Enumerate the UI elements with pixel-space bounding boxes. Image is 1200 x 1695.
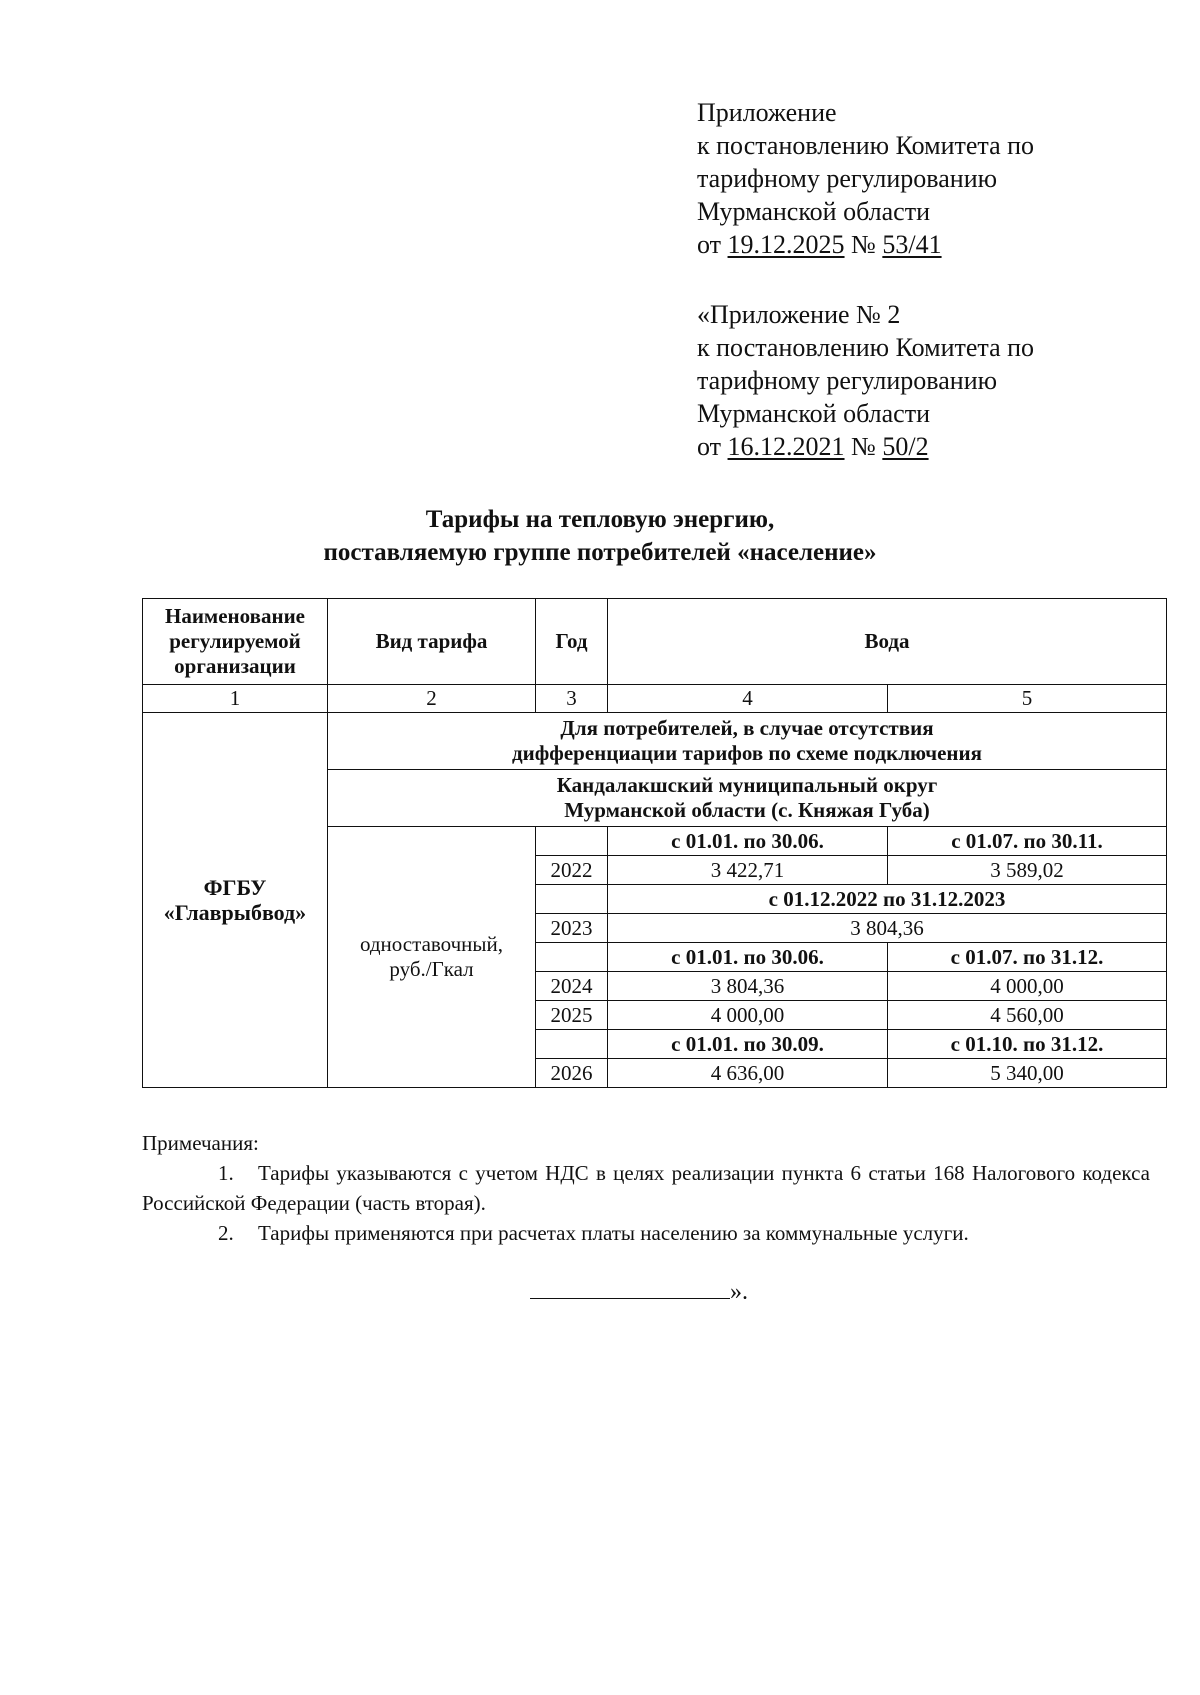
header-water: Вода	[608, 599, 1167, 685]
period-cell: с 01.12.2022 по 31.12.2023	[608, 885, 1167, 914]
year-cell: 2023	[536, 914, 608, 943]
organization-cell	[143, 713, 328, 1088]
year-cell	[536, 1030, 608, 1059]
signature-line	[530, 1278, 730, 1299]
closing-mark	[530, 1278, 748, 1306]
tariff-value: 5 340,00	[888, 1059, 1167, 1088]
number-prefix: №	[844, 432, 883, 461]
year-cell: 2022	[536, 856, 608, 885]
number-prefix: №	[844, 230, 883, 259]
appendix-line: тарифному регулированию	[697, 164, 998, 193]
year-cell: 2024	[536, 972, 608, 1001]
organization-name: «Главрыбвод»	[163, 900, 307, 925]
note-item	[142, 1218, 1150, 1248]
tariff-value: 3 804,36	[608, 914, 1167, 943]
appendix-line: тарифному регулированию	[697, 366, 998, 395]
table-header-row	[143, 599, 1167, 685]
tariff-value: 3 804,36	[608, 972, 888, 1001]
territory: Кандалакшский муниципальный округ Мурманской области (с. Княжая Губа)	[328, 770, 1167, 827]
tariff-value: 3 589,02	[888, 856, 1167, 885]
column-number: 2	[328, 685, 536, 713]
year-cell	[536, 943, 608, 972]
appendix-header	[697, 96, 1034, 261]
year-cell	[536, 827, 608, 856]
date-prefix: от	[697, 432, 728, 461]
tariff-value: 4 000,00	[888, 972, 1167, 1001]
year-cell: 2025	[536, 1001, 608, 1030]
tariff-value: 4 560,00	[888, 1001, 1167, 1030]
column-number: 3	[536, 685, 608, 713]
period-cell: с 01.01. по 30.09.	[608, 1030, 888, 1059]
tariff-table	[142, 598, 1167, 1088]
tariff-value: 4 636,00	[608, 1059, 888, 1088]
resolution-date: 16.12.2021	[727, 432, 845, 461]
notes-section	[142, 1128, 1150, 1248]
header-organization: Наименование регулируемой организации	[143, 599, 328, 685]
tariff-value: 3 422,71	[608, 856, 888, 885]
appendix-line: к постановлению Комитета по	[697, 131, 1035, 160]
column-number: 1	[143, 685, 328, 713]
appendix-line: к постановлению Комитета по	[697, 333, 1035, 362]
note-item	[142, 1158, 1150, 1218]
date-prefix: от	[697, 230, 728, 259]
title-line: Тарифы на тепловую энергию,	[425, 506, 775, 533]
period-cell: с 01.07. по 31.12.	[888, 943, 1167, 972]
appendix-title: Приложение	[697, 98, 837, 127]
column-number: 4	[608, 685, 888, 713]
year-cell	[536, 885, 608, 914]
tariff-type-cell: одноставочный, руб./Гкал	[328, 827, 536, 1088]
appendix-date-line	[697, 430, 1034, 463]
tariff-value: 4 000,00	[608, 1001, 888, 1030]
header-year: Год	[536, 599, 608, 685]
note-number: 1.	[218, 1161, 234, 1185]
resolution-number: 53/41	[882, 230, 942, 259]
organization-name: ФГБУ	[203, 875, 267, 900]
appendix-line: Мурманской области	[697, 399, 930, 428]
section-row	[143, 713, 1167, 770]
column-number: 5	[888, 685, 1167, 713]
period-cell: с 01.01. по 30.06.	[608, 827, 888, 856]
period-cell: с 01.01. по 30.06.	[608, 943, 888, 972]
closing-quote: ».	[730, 1279, 748, 1305]
resolution-date: 19.12.2025	[727, 230, 845, 259]
referenced-appendix-header	[697, 298, 1034, 463]
header-tariff-type: Вид тарифа	[328, 599, 536, 685]
column-number-row	[143, 685, 1167, 713]
document-title	[0, 503, 1200, 569]
notes-label: Примечания:	[142, 1131, 259, 1155]
year-cell: 2026	[536, 1059, 608, 1088]
note-number: 2.	[218, 1221, 234, 1245]
note-text: Тарифы указываются с учетом НДС в целях реализации пункта 6 статьи 168 Налогового кодекса Российской Федерации (часть вторая).	[142, 1161, 1150, 1215]
appendix-date-line	[697, 228, 1034, 261]
resolution-number: 50/2	[882, 432, 929, 461]
appendix-line: Мурманской области	[697, 197, 930, 226]
note-text: Тарифы применяются при расчетах платы населению за коммунальные услуги.	[258, 1221, 969, 1245]
title-line: поставляемую группе потребителей «население»	[323, 539, 877, 566]
period-cell: с 01.10. по 31.12.	[888, 1030, 1167, 1059]
consumer-section: Для потребителей, в случае отсутствия дифференциации тарифов по схеме подключения	[328, 713, 1167, 770]
period-cell: с 01.07. по 30.11.	[888, 827, 1167, 856]
appendix-title: «Приложение № 2	[697, 300, 901, 329]
